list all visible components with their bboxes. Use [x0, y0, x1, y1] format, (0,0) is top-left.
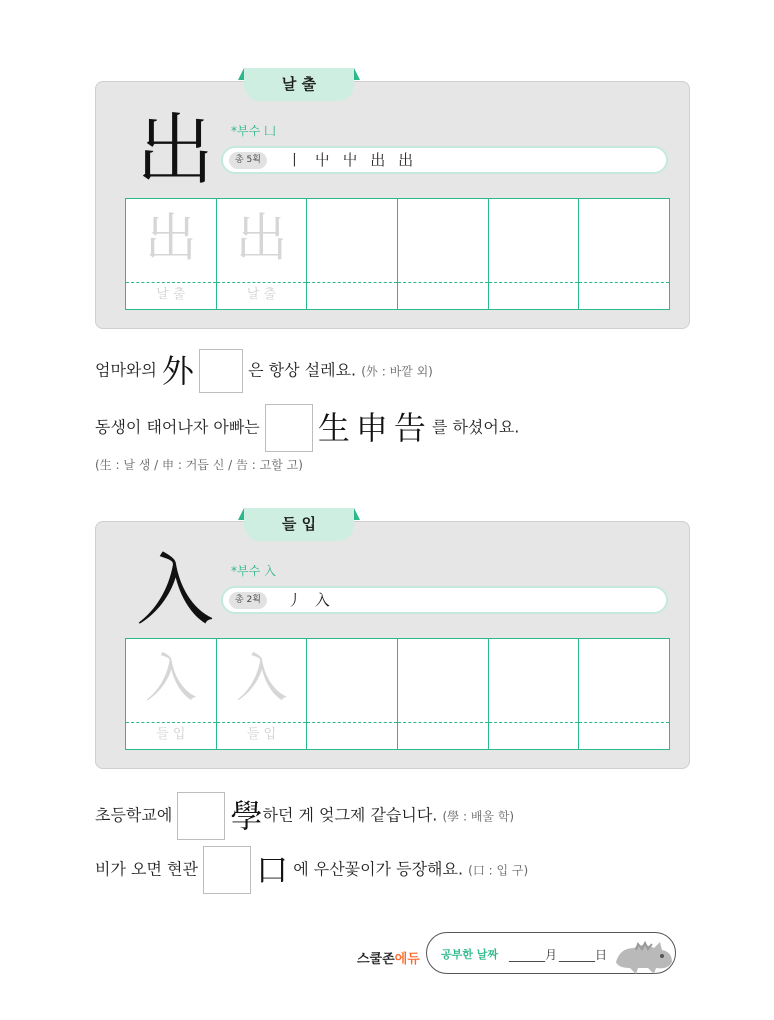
sentence-3: 초등학교에 學하던 게 엊그제 같습니다. (學 : 배울 학) [95, 792, 514, 840]
stroke-sequence: 丿 入 [287, 591, 334, 609]
stroke-count-badge: 총 5획 [229, 152, 267, 169]
writing-cell[interactable] [126, 639, 217, 749]
writing-cell[interactable] [126, 199, 217, 309]
sentence-hanja: 學 [230, 797, 263, 835]
writing-cell[interactable] [398, 639, 489, 749]
answer-box[interactable] [265, 404, 313, 452]
hint-text: (外 : 바깥 외) [361, 364, 433, 379]
card-tab-title: 들 입 [244, 508, 354, 541]
writing-grid [125, 638, 670, 750]
hanja-card-chul [95, 75, 690, 329]
trace-meaning: 들 입 [246, 727, 277, 742]
writing-cell[interactable] [489, 199, 580, 309]
trace-char: 出 [144, 209, 197, 269]
dinosaur-icon [610, 934, 676, 976]
main-hanja: 入 [136, 546, 215, 636]
day-blank[interactable]: ______日 [559, 948, 608, 962]
writing-cell[interactable] [307, 199, 398, 309]
sentence-1: 엄마와의 外 은 항상 설레요. (外 : 바깥 외) [95, 349, 433, 393]
trace-char: 出 [235, 209, 288, 269]
hint-text: (學 : 배울 학) [442, 809, 515, 824]
radical-label: *부수 凵 [231, 124, 276, 138]
answer-box[interactable] [199, 349, 243, 393]
sentence-hanja: 外 [161, 352, 194, 390]
sentence-2: 동생이 태어나자 아빠는 生申告를 하셨어요. [95, 404, 519, 452]
writing-cell[interactable] [579, 199, 669, 309]
month-blank[interactable]: ______月 [509, 948, 558, 962]
hanja-card-ip [95, 515, 690, 769]
radical-label: *부수 入 [231, 564, 276, 578]
sentence-4: 비가 오면 현관 口 에 우산꽃이가 등장해요. (口 : 입 구) [95, 846, 528, 894]
writing-cell[interactable] [307, 639, 398, 749]
stroke-sequence: 丨 屮 屮 出 出 [287, 151, 418, 169]
writing-cell[interactable] [217, 199, 308, 309]
hint-text: (口 : 입 구) [468, 863, 529, 878]
writing-cell[interactable] [579, 639, 669, 749]
trace-char: 入 [144, 649, 197, 709]
stroke-order-bar [221, 586, 668, 614]
date-label: 공부한 날짜 [441, 948, 498, 961]
main-hanja: 出 [136, 106, 215, 196]
writing-cell[interactable] [217, 639, 308, 749]
answer-box[interactable] [177, 792, 225, 840]
writing-grid [125, 198, 670, 310]
writing-cell[interactable] [398, 199, 489, 309]
trace-meaning: 날 출 [246, 287, 277, 302]
writing-cell[interactable] [489, 639, 580, 749]
trace-meaning: 들 입 [156, 727, 186, 742]
sentence-hanja: 口 [256, 851, 289, 889]
trace-meaning: 날 출 [156, 287, 186, 302]
hint-text: (生 : 날 생 / 申 : 거듭 신 / 告 : 고할 고) [95, 458, 303, 472]
card-tab-title: 날 출 [244, 68, 354, 101]
stroke-order-bar [221, 146, 668, 174]
sentence-hanja: 生申告 [317, 409, 432, 447]
brand-logo: 스쿨존에듀 [357, 952, 420, 967]
stroke-count-badge: 총 2획 [229, 592, 267, 609]
trace-char: 入 [235, 649, 288, 709]
answer-box[interactable] [203, 846, 251, 894]
